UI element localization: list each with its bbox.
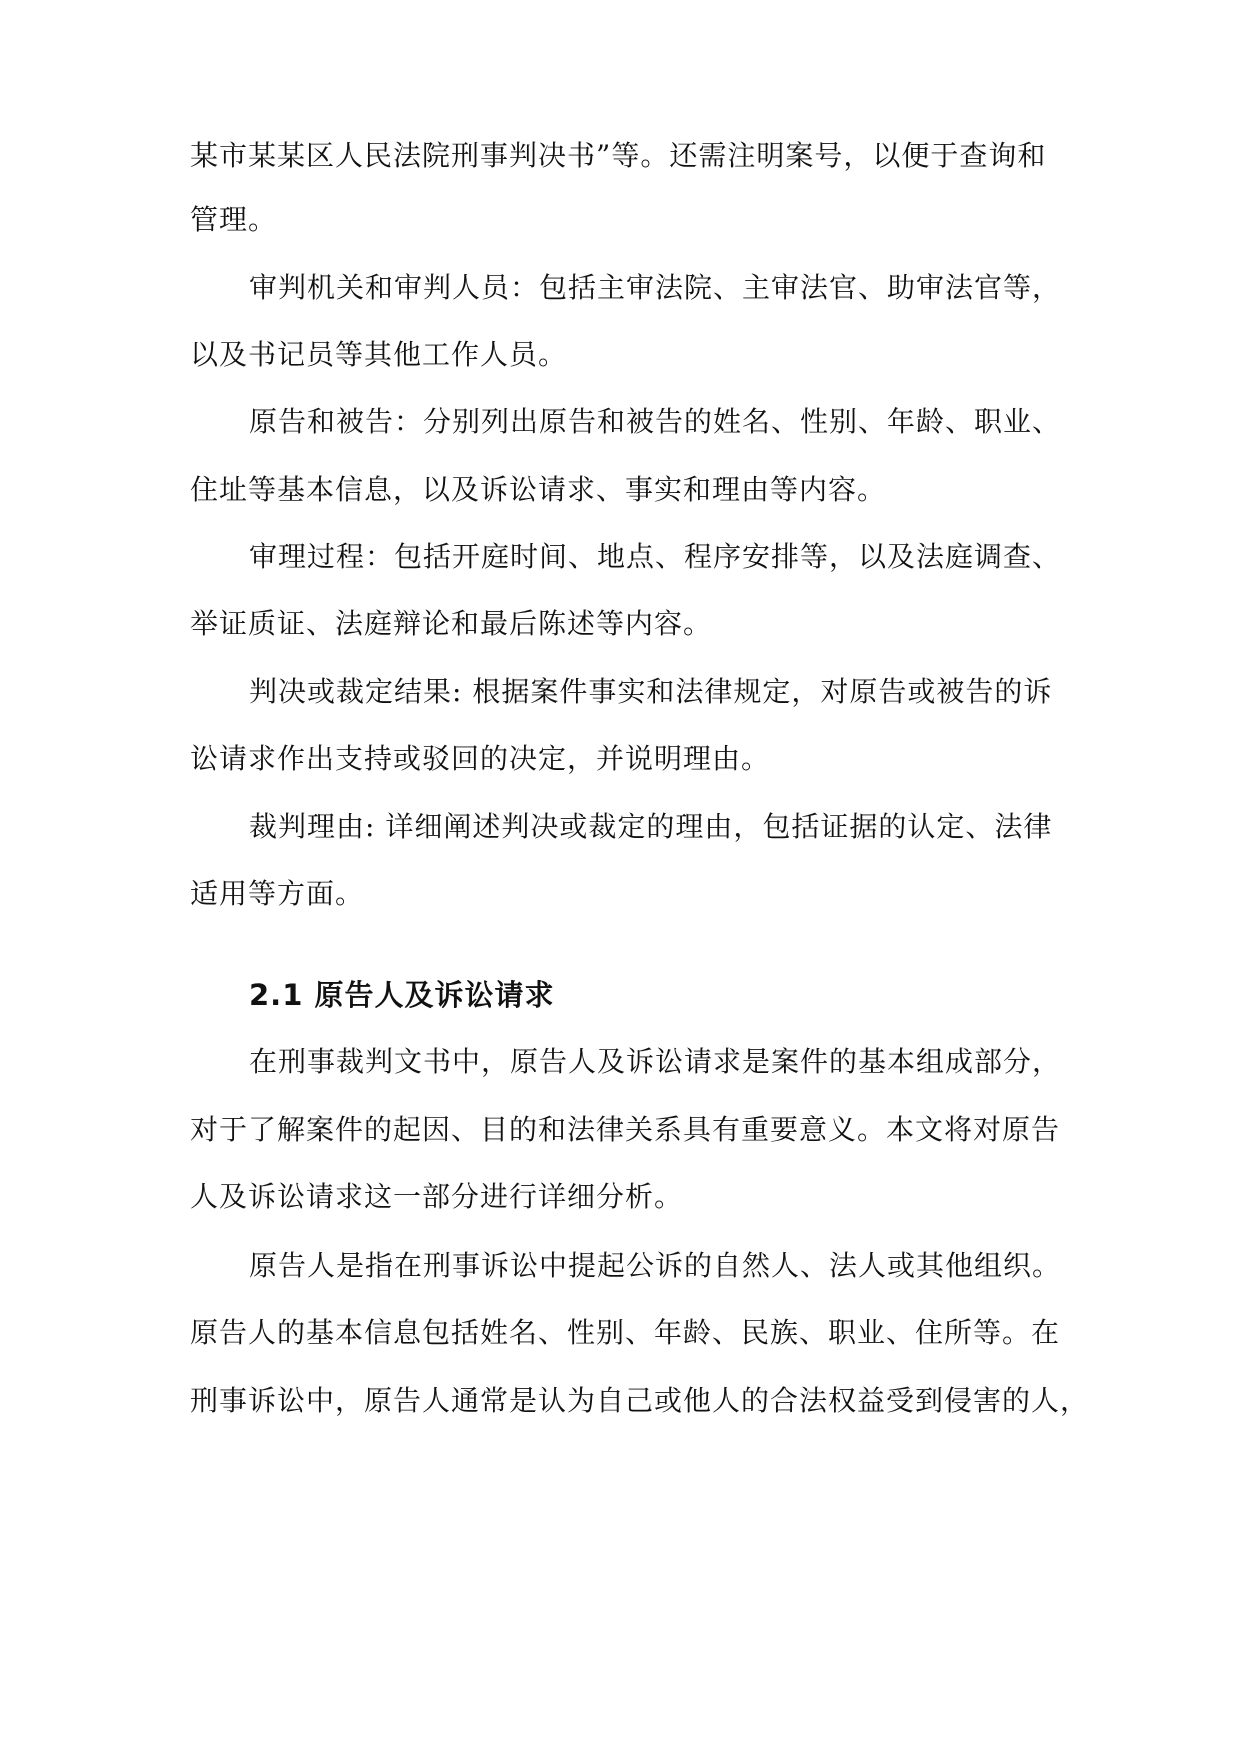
paragraph-line: 在刑事裁判文书中，原告人及诉讼请求是案件的基本组成部分， [249, 1045, 1062, 1078]
paragraph-line: 原告和被告：分别列出原告和被告的姓名、性别、年龄、职业、 [249, 405, 1062, 438]
paragraph-line: 判决或裁定结果: 根据案件事实和法律规定，对原告或被告的诉 [249, 675, 1053, 708]
section-heading: 2.1 原告人及诉讼请求 [249, 978, 555, 1012]
paragraph-line: 以及书记员等其他工作人员。 [190, 338, 568, 371]
paragraph-line: 原告人的基本信息包括姓名、性别、年龄、民族、职业、住所等。在 [190, 1316, 1061, 1349]
paragraph-line: 人及诉讼请求这一部分进行详细分析。 [190, 1180, 684, 1213]
paragraph-line: 裁判理由: 详细阐述判决或裁定的理由，包括证据的认定、法律 [249, 810, 1053, 843]
paragraph-line: 原告人是指在刑事诉讼中提起公诉的自然人、法人或其他组织。 [249, 1249, 1062, 1282]
paragraph-line: 管理。 [190, 203, 278, 236]
paragraph-line: 审判机关和审判人员：包括主审法院、主审法官、助审法官等， [249, 271, 1062, 304]
paragraph-line: 审理过程：包括开庭时间、地点、程序安排等，以及法庭调查、 [249, 540, 1062, 573]
paragraph-line: 讼请求作出支持或驳回的决定，并说明理由。 [190, 742, 771, 775]
paragraph-line: 住址等基本信息，以及诉讼请求、事实和理由等内容。 [190, 473, 887, 506]
paragraph-line: 举证质证、法庭辩论和最后陈述等内容。 [190, 607, 713, 640]
paragraph-line: 对于了解案件的起因、目的和法律关系具有重要意义。本文将对原告 [190, 1113, 1061, 1146]
paragraph-line: 适用等方面。 [190, 877, 365, 910]
paragraph-line: 某市某某区人民法院刑事判决书”等。还需注明案号，以便于查询和 [190, 139, 1047, 172]
paragraph-line: 刑事诉讼中，原告人通常是认为自己或他人的合法权益受到侵害的人， [190, 1384, 1090, 1417]
